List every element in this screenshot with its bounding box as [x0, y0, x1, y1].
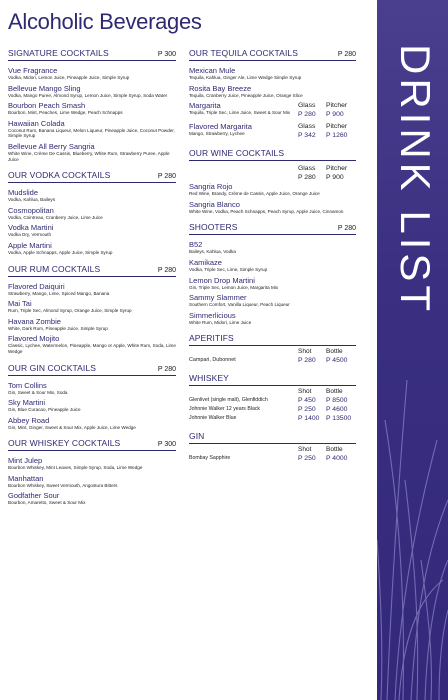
item-description: Strawberry, Mango, Lime, Spiced Mango, Banana	[8, 290, 110, 296]
item-name: Abbey Road	[8, 415, 50, 425]
item-name: Manhattan	[8, 473, 44, 483]
column-header-pitcher: Pitcher	[326, 165, 348, 173]
column-headers	[189, 446, 356, 454]
section-whiskey	[189, 373, 356, 423]
section-header	[189, 373, 356, 386]
section-title: GIN	[189, 431, 205, 442]
item-name: Godfather Sour	[8, 491, 60, 501]
item-name: Rosita Bay Breeze	[189, 83, 252, 93]
item-name: Bourbon Peach Smash	[8, 101, 86, 111]
item-description: Gin, Mint, Ginger, Sweet & Sour Mix, Apple Juice, Lime Wedge	[8, 424, 136, 430]
menu-item	[8, 188, 176, 203]
column-headers	[189, 388, 356, 396]
section-title: OUR WINE COCKTAILS	[189, 148, 285, 159]
item-description: Vodka, Cointreau, Cranberry Juice, Lime Juice	[8, 214, 103, 220]
item-description: Gin, Blue Curacao, Pineapple Juice	[8, 407, 81, 413]
item-description: Tequila, Triple Sec, Lime Juice, Sweet & Sour Mix	[189, 110, 291, 116]
item-name: Vodka Martini	[8, 223, 54, 233]
item-description: Bourbon Whiskey, Mint Leaves, Simple Syrup, Soda, Lime Wedge	[8, 465, 143, 471]
section-header	[189, 148, 356, 161]
item-name: Sky Martini	[8, 398, 46, 408]
column-header-bottle: Bottle	[326, 348, 343, 356]
section-price: P 280	[157, 266, 176, 274]
section-header	[8, 170, 176, 183]
section-shooters	[189, 222, 356, 325]
column-header-shot: Shot	[298, 446, 312, 454]
section-title: OUR TEQUILA COCKTAILS	[189, 48, 299, 58]
menu-item	[8, 84, 176, 99]
price-glass: P 342	[298, 132, 316, 140]
item-name: Bellevue Mango Sling	[8, 83, 81, 93]
item-name: Lemon Drop Martini	[189, 275, 255, 285]
item-name: Campari, Dubonnet	[189, 357, 236, 364]
item-name: Glenlivet (single malt), Glenfiddich	[189, 397, 268, 404]
section-price: P 280	[337, 225, 356, 233]
item-name: Johnnie Walker 12 years Black	[189, 406, 261, 413]
item-description: Baileys, Kahlua, Vodka	[189, 249, 236, 255]
item-name: Kamikaze	[189, 257, 222, 267]
menu-item	[189, 66, 356, 81]
item-description: Coconut Rum, Banana Liqueur, Melon Liqueur, Pineapple Juice, Coconut Powder, Simple Syrup	[8, 127, 175, 139]
section-header	[189, 48, 356, 61]
sidebar-banner	[377, 0, 448, 700]
price-shot: P 250	[298, 406, 316, 414]
menu-item	[8, 491, 176, 506]
item-description: White, Dark Rum, Pineapple Juice, Simple Syrup	[8, 325, 108, 331]
menu-item	[189, 293, 356, 308]
item-description: Vodka, Mango Puree, Almond Syrup, Lemon Juice, Simple Syrup, Soda Water	[8, 92, 168, 98]
price-bottle: P 8500	[326, 397, 348, 405]
item-description: Vodka, Apple Schnapps, Apple Juice, Simple Syrup	[8, 249, 113, 255]
column-headers	[189, 348, 356, 356]
item-description: Bourbon, Mint, Peaches, Lime Wedge, Peach Schnapps	[8, 110, 123, 116]
left-column	[8, 48, 176, 509]
item-description: White Wine, Vodka, Peach Schnapps, Peach Syrup, Apple Juice, Cinnamon	[189, 208, 344, 214]
section-header	[189, 431, 356, 444]
menu-item	[8, 206, 176, 221]
menu-item	[8, 456, 176, 471]
menu-item	[8, 101, 176, 116]
menu-item-priced	[189, 405, 356, 414]
menu-item	[8, 299, 176, 314]
item-name: Tom Collins	[8, 380, 47, 390]
section-title: OUR VODKA COCKTAILS	[8, 170, 111, 181]
section-title: OUR RUM COCKTAILS	[8, 263, 101, 274]
section-gin-cocktails	[8, 363, 176, 431]
item-name: Mint Julep	[8, 456, 43, 466]
item-description: Southern Comfort, Vanilla Liqueur, Peach Liqueur	[189, 302, 290, 308]
price-pitcher: P 900	[326, 174, 344, 182]
menu-item	[8, 142, 176, 162]
menu-item-priced	[189, 356, 356, 365]
item-name: Sammy Slammer	[189, 293, 247, 303]
column-header-pitcher: Pitcher	[326, 102, 348, 110]
item-description: Classic, Lychee, Watermelon, Pineapple, Mango or Apple, White Rum, Soda, Lime Wedge	[8, 343, 176, 354]
menu-item	[8, 317, 176, 332]
section-price: P 300	[157, 441, 176, 449]
menu-item	[8, 119, 176, 139]
section-title: OUR GIN COCKTAILS	[8, 362, 96, 373]
section-rum-cocktails	[8, 264, 176, 355]
item-description: Vodka Dry, Vermouth	[8, 232, 52, 238]
item-description: Mango, Strawberry, Lychee	[189, 131, 245, 137]
menu-item-priced	[189, 414, 356, 423]
section-price: P 280	[157, 365, 176, 373]
menu-item	[8, 223, 176, 238]
menu-item	[8, 66, 176, 81]
menu-item	[189, 258, 356, 273]
item-description: Vodka, Kahlua, Baileys	[8, 197, 55, 203]
item-name: Cosmopolitan	[8, 205, 54, 215]
menu-item	[8, 416, 176, 431]
menu-item	[8, 241, 176, 256]
section-header	[8, 438, 176, 451]
menu-item-priced	[189, 101, 356, 119]
column-header-shot: Shot	[298, 388, 312, 396]
item-name: Bellevue All Berry Sangria	[8, 141, 95, 151]
section-wine-cocktails	[189, 148, 356, 214]
column-header-glass: Glass	[298, 102, 316, 110]
menu-item-priced	[189, 122, 356, 140]
item-name: Flavored Daiquiri	[8, 281, 65, 291]
section-aperitifs	[189, 333, 356, 365]
section-title: SHOOTERS	[189, 222, 238, 233]
item-name: Hawaiian Colada	[8, 118, 65, 128]
menu-item	[189, 276, 356, 291]
item-name: Bombay Sapphire	[189, 455, 231, 462]
section-price: P 280	[157, 173, 176, 181]
item-name: Flavored Margarita	[189, 122, 252, 132]
item-name: Johnnie Walker Blue	[189, 415, 237, 422]
menu-item	[189, 240, 356, 255]
menu-item	[8, 282, 176, 297]
item-name: Havana Zombie	[8, 316, 61, 326]
item-description: Rum, Triple Sec, Almond Syrup, Orange Juice, Simple Syrup	[8, 308, 132, 314]
item-description: Tequila, Cranberry Juice, Pineapple Juice, Orange Slice	[189, 92, 303, 98]
section-price: P 300	[157, 51, 176, 58]
price-pitcher: P 900	[326, 111, 344, 119]
section-title: APERITIFS	[189, 333, 234, 344]
section-title: WHISKEY	[189, 373, 229, 384]
right-column	[189, 48, 356, 466]
price-bottle: P 4500	[326, 357, 348, 365]
section-header	[189, 333, 356, 346]
item-description: White Rum, Midori, Lime Juice	[189, 319, 252, 325]
item-description: Vodka, Midori, Lemon Juice, Pineapple Juice, Simple Syrup	[8, 75, 130, 80]
price-pitcher: P 1260	[326, 132, 348, 140]
item-name: Simmerlicious	[189, 310, 236, 320]
section-vodka-cocktails	[8, 170, 176, 255]
menu-item	[189, 311, 356, 326]
menu-item	[189, 84, 356, 99]
section-price: P 280	[337, 51, 356, 58]
price-bottle: P 4600	[326, 406, 348, 414]
item-name: Sangria Rojo	[189, 182, 233, 192]
section-header	[8, 363, 176, 376]
column-header-bottle: Bottle	[326, 388, 343, 396]
item-description: Vodka, Triple Sec, Lime, Simple Syrup	[189, 266, 268, 272]
column-header-shot: Shot	[298, 348, 312, 356]
price-shot: P 250	[298, 455, 316, 463]
item-name: Vue Fragrance	[8, 66, 58, 75]
item-name: B52	[189, 240, 203, 250]
menu-item	[8, 381, 176, 396]
section-signature-cocktails	[8, 48, 176, 162]
item-description: Red Wine, Brandy, Crème de Cassis, Apple Juice, Orange Juice	[189, 191, 320, 197]
price-shot: P 1400	[298, 415, 320, 423]
sidebar-title: DRINK LIST	[392, 44, 439, 316]
price-shot: P 280	[298, 357, 316, 365]
menu-item-priced	[189, 396, 356, 405]
item-name: Mai Tai	[8, 299, 32, 309]
item-description: Bourbon Whiskey, Sweet Vermouth, Angostura Bitters	[8, 482, 118, 488]
column-header-bottle: Bottle	[326, 446, 343, 454]
item-description: Tequila, Kahlua, Ginger Ale, Lime Wedge Simple Syrup	[189, 75, 302, 80]
section-whiskey-cocktails	[8, 438, 176, 506]
menu-item	[189, 182, 356, 197]
column-header-pitcher: Pitcher	[326, 123, 348, 131]
price-glass: P 280	[298, 111, 316, 119]
section-tequila-cocktails	[189, 48, 356, 140]
section-title: SIGNATURE COCKTAILS	[8, 48, 109, 58]
section-header	[189, 222, 356, 235]
menu-item	[8, 474, 176, 489]
item-description: Bourbon, Amaretto, Sweet & Sour Mix	[8, 500, 86, 506]
column-header-glass: Glass	[298, 165, 316, 173]
item-name: Mudslide	[8, 188, 39, 198]
item-name: Flavored Mojito	[8, 334, 60, 344]
column-header-glass: Glass	[298, 123, 316, 131]
item-name: Mexican Mule	[189, 66, 236, 75]
item-description: Gin, Sweet & Sour Mix, Soda	[8, 389, 68, 395]
section-title: OUR WHISKEY COCKTAILS	[8, 438, 121, 449]
section-header	[8, 264, 176, 277]
item-description: Gin, Triple Sec, Lemon Juice, Margarita Mix	[189, 284, 279, 290]
menu-item	[8, 398, 176, 413]
page-title: Alcoholic Beverages	[8, 9, 202, 34]
menu-item	[189, 200, 356, 215]
price-shot: P 450	[298, 397, 316, 405]
item-name: Margarita	[189, 101, 221, 111]
menu-item-priced	[189, 454, 356, 463]
price-glass: P 280	[298, 174, 316, 182]
price-bottle: P 13500	[326, 415, 352, 423]
section-gin	[189, 431, 356, 463]
section-header	[8, 48, 176, 61]
item-name: Apple Martini	[8, 240, 52, 250]
item-description: White Wine, Crème De Cassis, Blueberry, White Rum, Strawberry Puree, Apple Juice	[8, 150, 170, 162]
item-name: Sangria Blanco	[189, 199, 240, 209]
price-bottle: P 4000	[326, 455, 348, 463]
menu-item	[8, 334, 176, 354]
